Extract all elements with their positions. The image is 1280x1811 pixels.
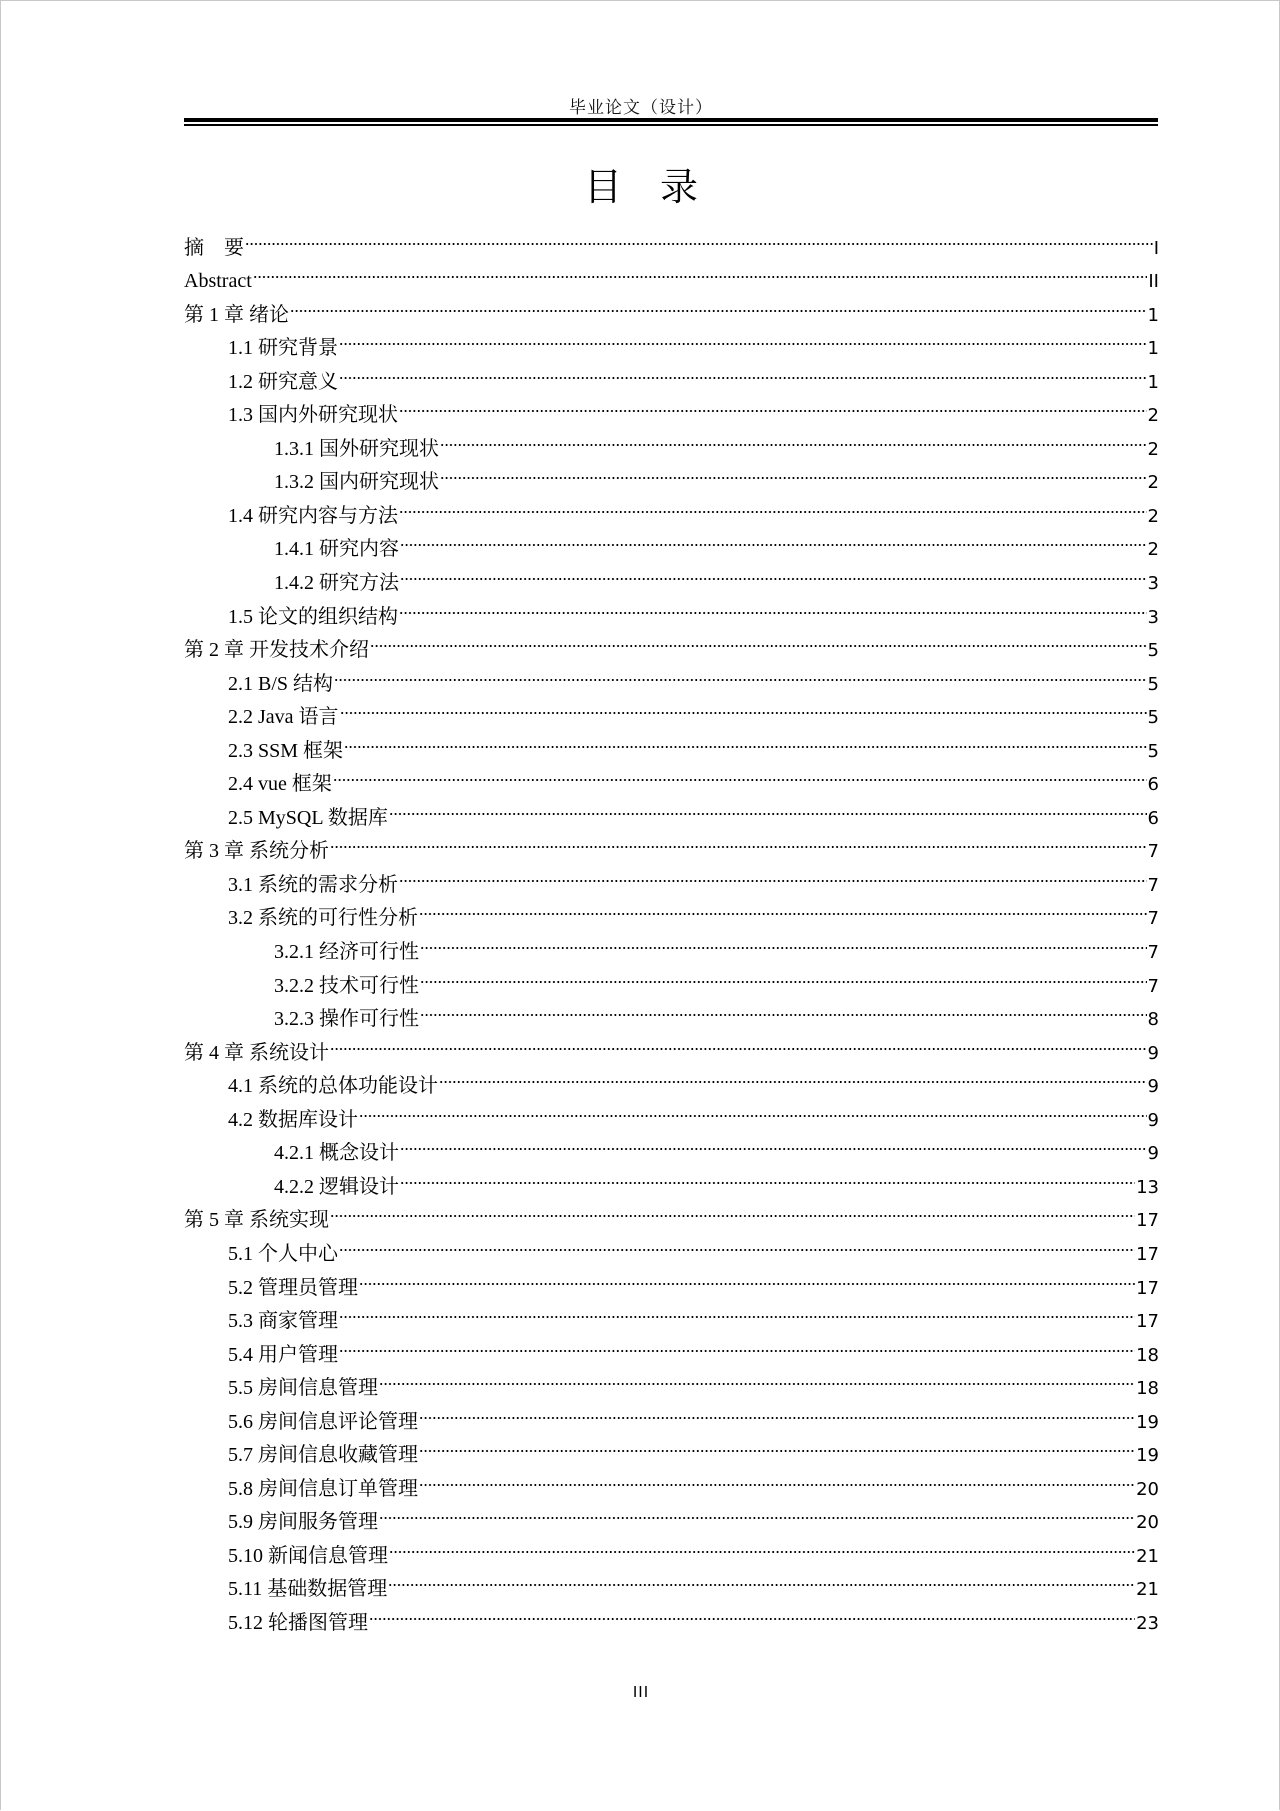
toc-entry-page: 5	[1147, 707, 1159, 729]
toc-entry-page: 3	[1147, 573, 1159, 595]
toc-entry-label: 1.2 研究意义	[228, 370, 338, 393]
toc-entry-label: 5.6 房间信息评论管理	[228, 1410, 418, 1433]
toc-entry-page: 7	[1147, 874, 1159, 896]
toc-entry-page: 9	[1147, 1076, 1159, 1098]
toc-dot-leader	[389, 1528, 1135, 1562]
toc-dot-leader	[400, 522, 1147, 556]
toc-dot-leader	[399, 388, 1147, 422]
toc-dot-leader	[333, 757, 1147, 791]
toc-dot-leader	[290, 287, 1147, 321]
toc-entry-page: 2	[1147, 405, 1159, 427]
header-rule-thin	[184, 124, 1158, 126]
toc-entry-page: 7	[1147, 975, 1159, 997]
toc-dot-leader	[420, 924, 1147, 958]
toc-title: 目录	[583, 167, 736, 209]
toc-entry-page: 2	[1147, 438, 1159, 460]
toc-entry-label: 3.2.3 操作可行性	[274, 1008, 419, 1031]
toc-entry-page: 6	[1147, 807, 1159, 829]
toc-entry[interactable]	[184, 254, 1159, 293]
toc-entry-label: 2.5 MySQL 数据库	[228, 806, 388, 829]
toc-dot-leader	[245, 220, 1153, 254]
toc-entry-label: 2.3 SSM 框架	[228, 739, 344, 762]
toc-entry-label: 5.2 管理员管理	[228, 1276, 358, 1299]
toc-entry-label: 5.11 基础数据管理	[228, 1578, 388, 1601]
toc-entry-label: 5.3 商家管理	[228, 1310, 338, 1333]
toc-entry[interactable]	[184, 857, 1159, 896]
toc-entry-label: 5.4 用户管理	[228, 1343, 338, 1366]
toc-entry-label: 2.1 B/S 结构	[228, 672, 334, 695]
toc-entry-label: 第 4 章 系统设计	[184, 1041, 329, 1064]
toc-dot-leader	[339, 321, 1147, 355]
toc-entry-label: 3.2 系统的可行性分析	[228, 907, 418, 930]
toc-entry-label: 2.4 vue 框架	[228, 773, 332, 796]
toc-dot-leader	[339, 1327, 1135, 1361]
toc-entry-label: 5.5 房间信息管理	[228, 1377, 378, 1400]
toc-entry-label: 4.1 系统的总体功能设计	[228, 1075, 438, 1098]
toc-dot-leader	[400, 1159, 1135, 1193]
toc-dot-leader	[334, 656, 1147, 690]
toc-dot-leader	[420, 958, 1147, 992]
toc-dot-leader	[399, 488, 1147, 522]
toc-entry-page: 2	[1147, 472, 1159, 494]
toc-entry-page: 5	[1147, 673, 1159, 695]
toc-entry[interactable]	[184, 1025, 1159, 1064]
toc-entry-label: 5.12 轮播图管理	[228, 1611, 368, 1634]
toc-entry-label: 3.1 系统的需求分析	[228, 873, 398, 896]
toc-entry[interactable]	[184, 1059, 1159, 1098]
toc-entry-page: 21	[1136, 1545, 1159, 1567]
toc-entry-page: 2	[1147, 505, 1159, 527]
toc-dot-leader	[330, 1193, 1135, 1227]
toc-entry-label: 1.5 论文的组织结构	[228, 605, 398, 628]
toc-entry-label: Abstract	[184, 270, 252, 293]
toc-dot-leader	[388, 1562, 1135, 1596]
toc-entry-page: 9	[1147, 1109, 1159, 1131]
toc-entry-label: 1.3.1 国外研究现状	[274, 437, 439, 460]
toc-entry-page: 6	[1147, 774, 1159, 796]
toc-entry-label: 3.2.1 经济可行性	[274, 941, 419, 964]
toc-entry-label: 1.3.2 国内研究现状	[274, 471, 439, 494]
toc-entry-page: 21	[1136, 1579, 1159, 1601]
toc-entry-page: 19	[1136, 1411, 1159, 1433]
page-number: III	[632, 1683, 650, 1701]
toc-entry-page: 20	[1136, 1512, 1159, 1534]
toc-dot-leader	[440, 421, 1147, 455]
toc-entry-label: 4.2 数据库设计	[228, 1108, 358, 1131]
toc-entry-page: 17	[1136, 1243, 1159, 1265]
toc-entry[interactable]	[184, 220, 1159, 259]
toc-dot-leader	[439, 1059, 1147, 1093]
toc-dot-leader	[379, 1495, 1135, 1529]
toc-entry-page: 9	[1147, 1042, 1159, 1064]
header-rule-thick	[184, 118, 1158, 122]
toc-entry-page: 17	[1136, 1277, 1159, 1299]
toc-dot-leader	[369, 1595, 1135, 1629]
toc-dot-leader	[419, 1394, 1135, 1428]
toc-entry-page: 7	[1147, 942, 1159, 964]
toc-entry-page: 8	[1147, 1009, 1159, 1031]
toc-entry-label: 1.1 研究背景	[228, 337, 338, 360]
toc-entry-label: 第 3 章 系统分析	[184, 840, 329, 863]
toc-entry-label: 3.2.2 技术可行性	[274, 974, 419, 997]
toc-dot-leader	[339, 354, 1147, 388]
toc-entry-page: 2	[1147, 539, 1159, 561]
toc-entry-page: 17	[1136, 1311, 1159, 1333]
toc-dot-leader	[399, 589, 1147, 623]
toc-entry-label: 5.9 房间服务管理	[228, 1511, 378, 1534]
toc-entry-label: 1.3 国内外研究现状	[228, 404, 398, 427]
toc-dot-leader	[440, 455, 1147, 489]
toc-dot-leader	[344, 723, 1147, 757]
toc-dot-leader	[253, 254, 1148, 288]
toc-dot-leader	[389, 790, 1147, 824]
toc-entry[interactable]	[184, 824, 1159, 863]
toc-dot-leader	[340, 690, 1147, 724]
toc-entry-label: 第 1 章 绪论	[184, 303, 289, 326]
toc-entry-page: 5	[1147, 740, 1159, 762]
toc-dot-leader	[399, 857, 1147, 891]
toc-entry-label: 第 5 章 系统实现	[184, 1209, 329, 1232]
toc-entry-page: 7	[1147, 908, 1159, 930]
toc-entry[interactable]	[184, 287, 1159, 326]
toc-dot-leader	[400, 1126, 1147, 1160]
toc-dot-leader	[370, 623, 1147, 657]
toc-entry[interactable]	[184, 1193, 1159, 1232]
toc-entry[interactable]	[184, 1226, 1159, 1265]
toc-entry-page: 5	[1147, 640, 1159, 662]
toc-entry-label: 1.4 研究内容与方法	[228, 504, 398, 527]
toc-dot-leader	[359, 1092, 1147, 1126]
toc-entry-page: 13	[1136, 1176, 1159, 1198]
toc-dot-leader	[359, 1260, 1135, 1294]
toc-entry-label: 摘 要	[184, 236, 244, 259]
toc-dot-leader	[419, 1428, 1135, 1462]
toc-dot-leader	[420, 992, 1147, 1026]
toc-entry-label: 5.8 房间信息订单管理	[228, 1477, 418, 1500]
table-of-contents	[184, 220, 1159, 1634]
toc-dot-leader	[339, 1226, 1135, 1260]
toc-entry-label: 2.2 Java 语言	[228, 706, 339, 729]
toc-entry-page: 18	[1136, 1378, 1159, 1400]
toc-entry-page: 18	[1136, 1344, 1159, 1366]
toc-entry-label: 5.1 个人中心	[228, 1242, 338, 1265]
toc-entry-page: 19	[1136, 1445, 1159, 1467]
toc-entry-label: 1.4.2 研究方法	[274, 572, 399, 595]
toc-entry[interactable]	[184, 321, 1159, 360]
toc-entry-label: 4.2.2 逻辑设计	[274, 1175, 399, 1198]
toc-entry-label: 5.10 新闻信息管理	[228, 1544, 388, 1567]
toc-entry-page: II	[1148, 271, 1159, 293]
toc-dot-leader	[339, 1294, 1135, 1328]
toc-dot-leader	[400, 555, 1147, 589]
toc-dot-leader	[419, 1461, 1135, 1495]
toc-dot-leader	[379, 1361, 1135, 1395]
toc-entry-label: 第 2 章 开发技术介绍	[184, 639, 369, 662]
toc-dot-leader	[330, 824, 1147, 858]
toc-entry-page: 1	[1147, 371, 1159, 393]
toc-entry-page: 9	[1147, 1143, 1159, 1165]
toc-entry-page: 17	[1136, 1210, 1159, 1232]
running-header: 毕业论文（设计）	[569, 98, 713, 117]
toc-dot-leader	[330, 1025, 1147, 1059]
toc-entry-page: 7	[1147, 841, 1159, 863]
toc-entry-label: 4.2.1 概念设计	[274, 1142, 399, 1165]
toc-entry-page: 20	[1136, 1478, 1159, 1500]
toc-entry-page: 1	[1147, 304, 1159, 326]
toc-entry-label: 1.4.1 研究内容	[274, 538, 399, 561]
toc-entry-page: 1	[1147, 338, 1159, 360]
toc-entry-label: 5.7 房间信息收藏管理	[228, 1444, 418, 1467]
toc-entry-page: 23	[1136, 1612, 1159, 1634]
toc-entry-page: I	[1153, 237, 1159, 259]
toc-entry-page: 3	[1147, 606, 1159, 628]
toc-dot-leader	[419, 891, 1147, 925]
